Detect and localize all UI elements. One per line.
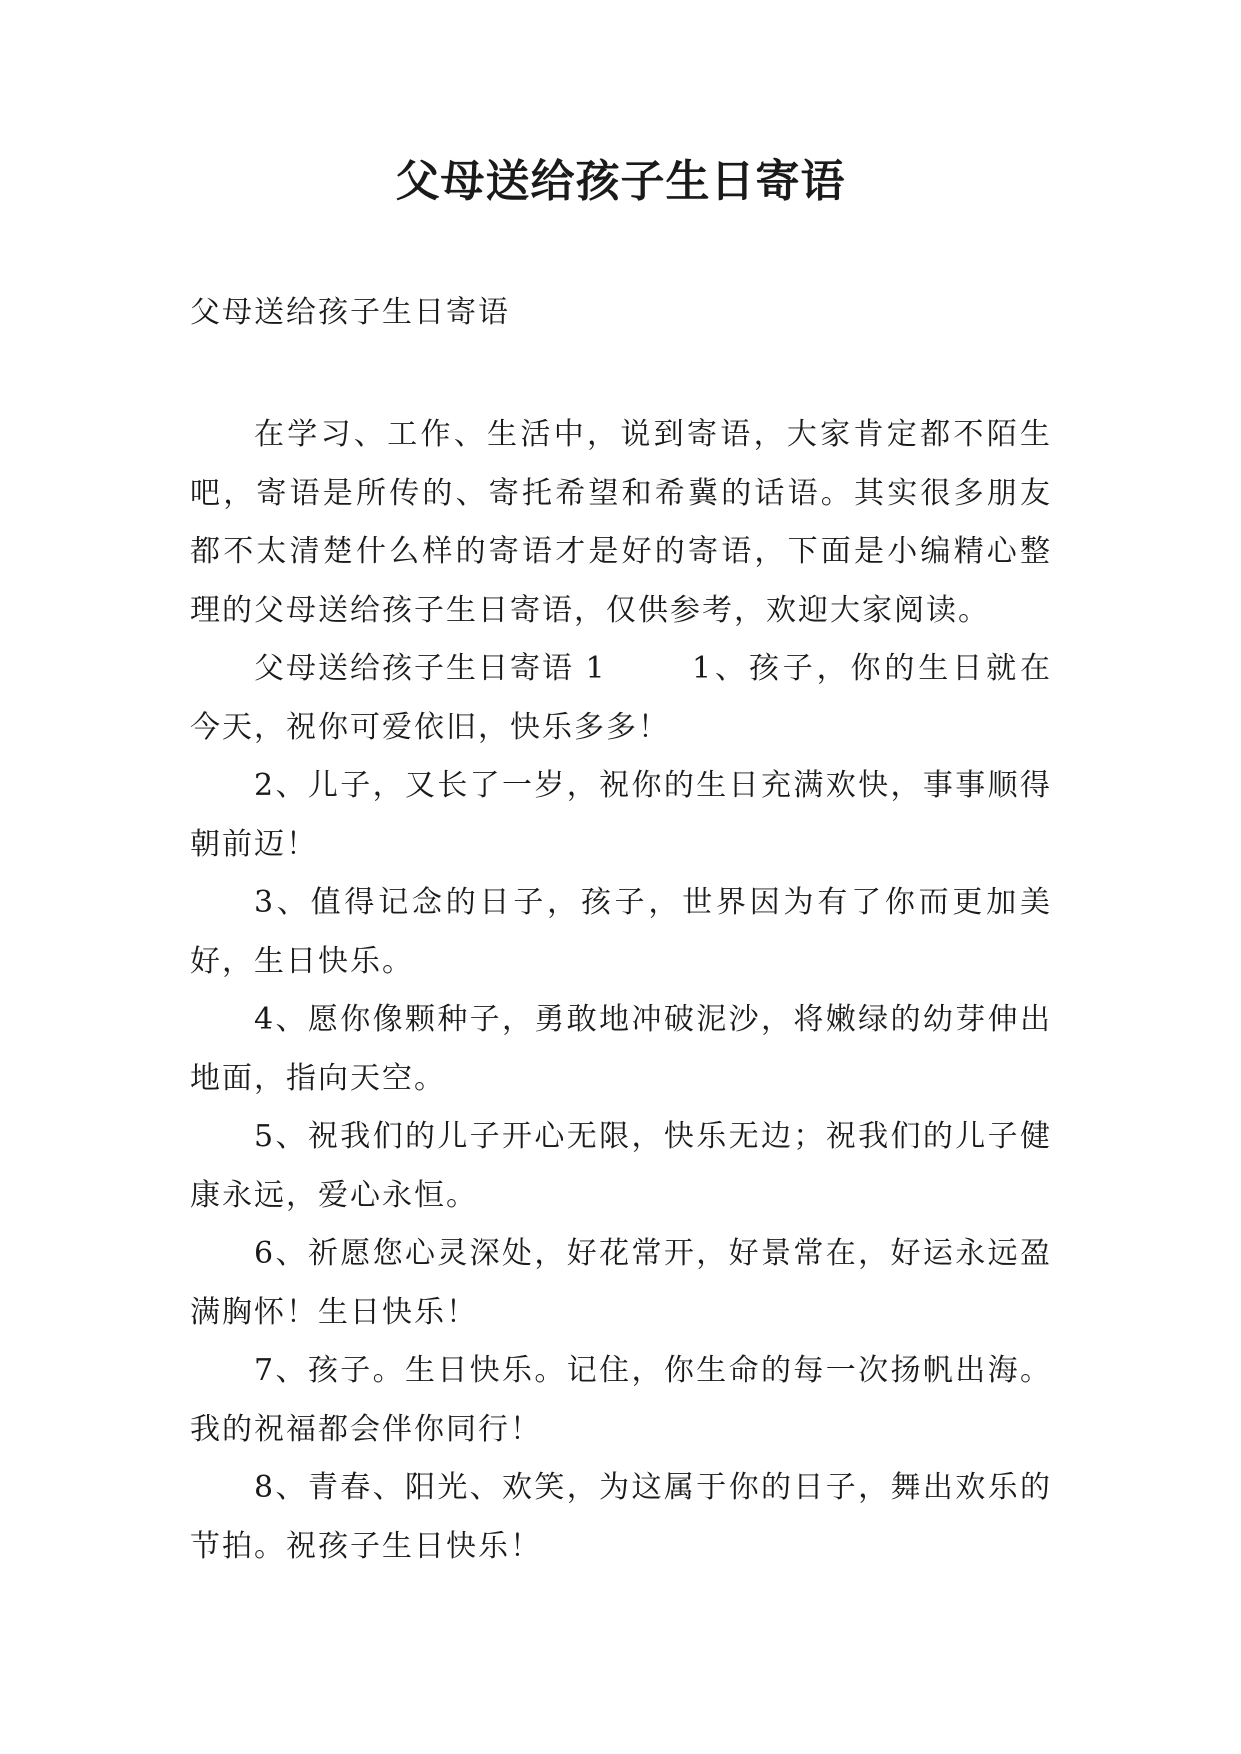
document-subtitle: 父母送给孩子生日寄语 <box>190 295 510 330</box>
list-item: 8、青春、阳光、欢笑，为这属于你的日子，舞出欢乐的节拍。祝孩子生日快乐！ <box>190 1470 1052 1564</box>
list-item: 2、儿子，又长了一岁，祝你的生日充满欢快，事事顺得朝前迈！ <box>190 768 1052 862</box>
list-item: 3、值得记念的日子，孩子，世界因为有了你而更加美好，生日快乐。 <box>190 885 1052 979</box>
list-item: 6、祈愿您心灵深处，好花常开，好景常在，好运永远盈满胸怀！生日快乐！ <box>190 1236 1052 1330</box>
list-item: 7、孩子。生日快乐。记住，你生命的每一次扬帆出海。我的祝福都会伴你同行！ <box>190 1353 1052 1447</box>
list-item: 4、愿你像颗种子，勇敢地冲破泥沙，将嫩绿的幼芽伸出地面，指向天空。 <box>190 1002 1052 1096</box>
list-item: 5、祝我们的儿子开心无限，快乐无边；祝我们的儿子健康永远，爱心永恒。 <box>190 1119 1052 1213</box>
document-body <box>190 406 1052 1576</box>
list-item <box>190 640 1052 757</box>
document-title: 父母送给孩子生日寄语 <box>395 156 846 207</box>
section-heading: 父母送给孩子生日寄语 1 <box>254 651 607 686</box>
intro-paragraph: 在学习、工作、生活中，说到寄语，大家肯定都不陌生吧，寄语是所传的、寄托希望和希冀的话语。其实很多朋友都不太清楚什么样的寄语才是好的寄语，下面是小编精心整理的父母送给孩子生日寄语，仅供参考，欢迎大家阅读。 <box>190 417 1052 628</box>
list-item-text: 1、孩子，你的生日就在今天，祝你可爱依旧，快乐多多！ <box>190 651 1052 745</box>
